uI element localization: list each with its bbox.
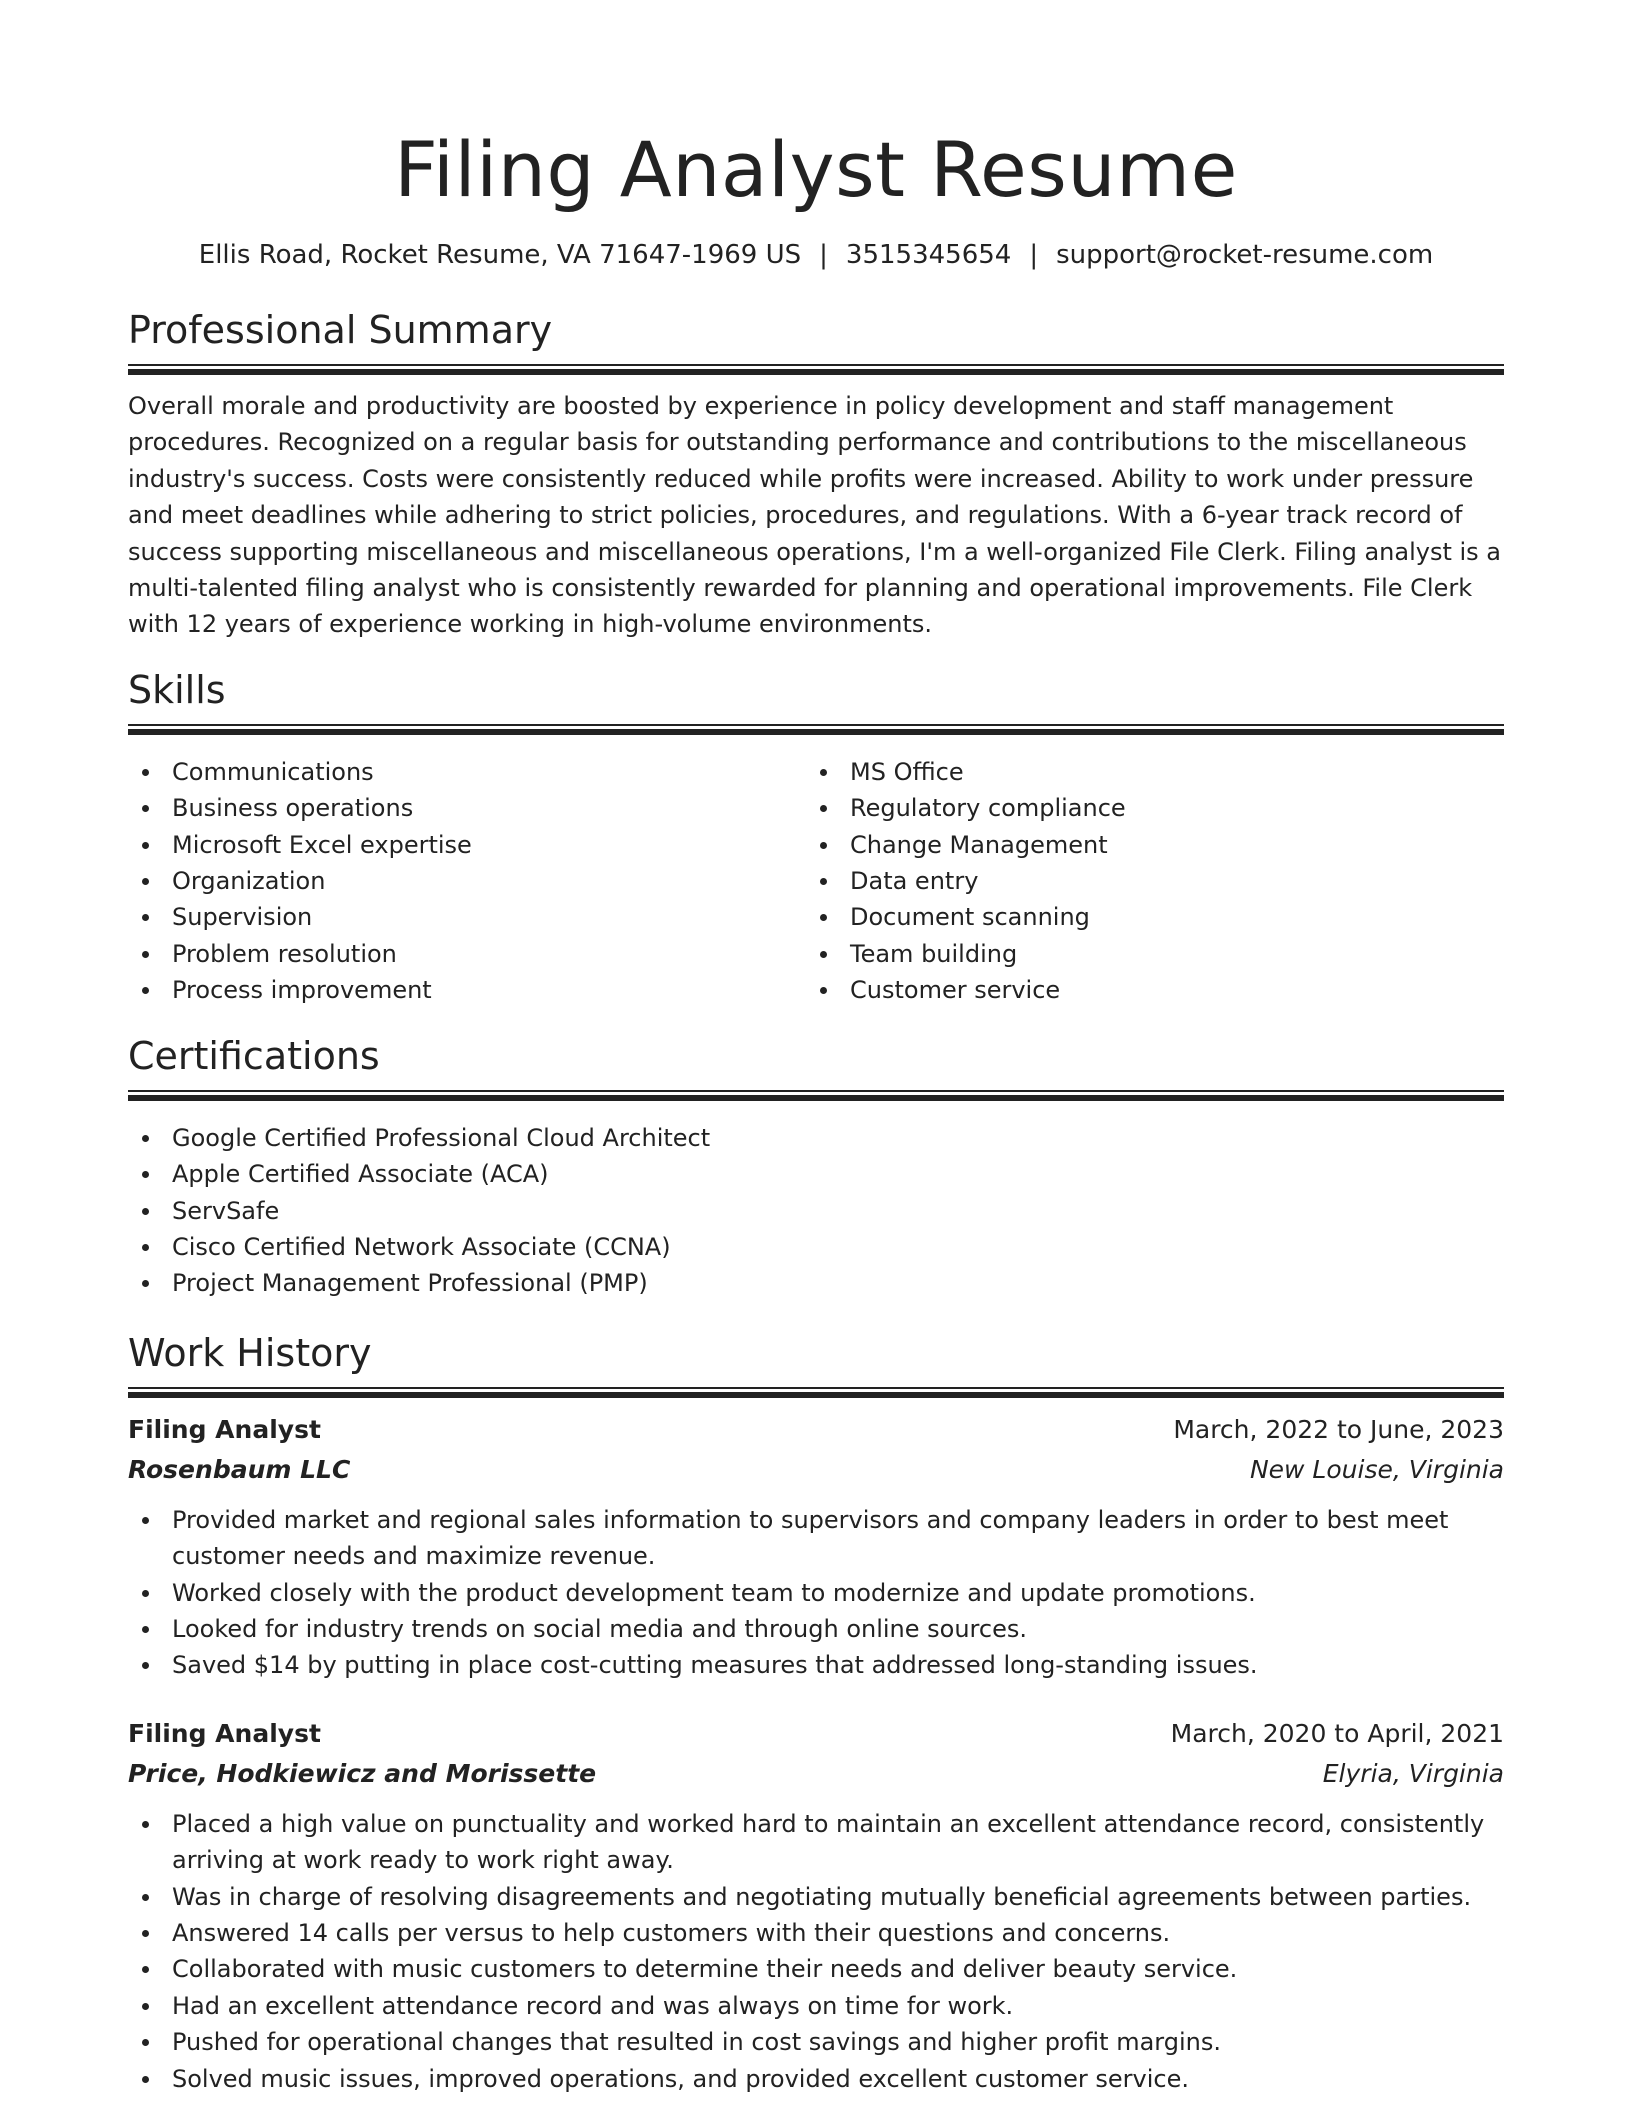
section-heading-work-history: Work History bbox=[128, 1330, 372, 1375]
skill-item: Change Management bbox=[806, 827, 1484, 863]
section-heading-certifications: Certifications bbox=[128, 1033, 380, 1078]
job-bullet: Was in charge of resolving disagreements and negotiating mutually beneficial agreements between parties. bbox=[128, 1879, 1504, 1915]
skill-item: Microsoft Excel expertise bbox=[128, 827, 806, 863]
job-dates: March, 2020 to April, 2021 bbox=[1170, 1718, 1504, 1748]
contact-address: Ellis Road, Rocket Resume, VA 71647-1969 US bbox=[198, 240, 802, 270]
job-header-row bbox=[128, 1714, 1504, 1754]
skill-item: Problem resolution bbox=[128, 936, 806, 972]
section-divider bbox=[128, 364, 1504, 375]
job-header-row bbox=[128, 1410, 1504, 1450]
summary-section bbox=[128, 306, 1504, 643]
summary-text: Overall morale and productivity are boosted by experience in policy development and staff management procedures. Recognized on a regular basis for outstanding performance and contributions to the miscellaneous industry's success. Costs were consistently reduced while profits were increased. Ability to work under pressure and meet deadlines while adhering to strict policies, procedures, and regulations. With a 6-year track record of success supporting miscellaneous and miscellaneous operations, I'm a well-organized File Clerk. Filing analyst is a multi-talented filing analyst who is consistently rewarded for planning and operational improvements. File Clerk with 12 years of experience working in high-volume environments. bbox=[128, 392, 1502, 639]
section-heading-summary: Professional Summary bbox=[128, 308, 553, 352]
contact-phone: 3515345654 bbox=[845, 240, 1012, 270]
contact-separator: | bbox=[1029, 240, 1039, 270]
job-bullets bbox=[128, 1502, 1504, 1684]
resume-title: Filing Analyst Resume bbox=[394, 125, 1238, 214]
certification-item: Project Management Professional (PMP) bbox=[128, 1265, 1504, 1301]
job-dates: March, 2022 to June, 2023 bbox=[1173, 1414, 1504, 1444]
section-divider bbox=[128, 724, 1504, 735]
skill-item: Data entry bbox=[806, 863, 1484, 899]
job-company-row bbox=[128, 1754, 1504, 1794]
skills-section bbox=[128, 666, 1504, 1009]
job-bullet: Provided market and regional sales information to supervisors and company leaders in order to best meet customer needs and maximize revenue. bbox=[128, 1502, 1504, 1575]
job-bullet: Answered 14 calls per versus to help customers with their questions and concerns. bbox=[128, 1915, 1504, 1951]
job-bullet: Collaborated with music customers to determine their needs and deliver beauty service. bbox=[128, 1951, 1504, 1987]
certification-item: Apple Certified Associate (ACA) bbox=[128, 1156, 1504, 1192]
job-title: Filing Analyst bbox=[128, 1718, 321, 1748]
contact-email: support@rocket-resume.com bbox=[1056, 240, 1434, 270]
job-company: Price, Hodkiewicz and Morissette bbox=[128, 1758, 597, 1788]
certification-item: ServSafe bbox=[128, 1193, 1504, 1229]
job-bullet: Placed a high value on punctuality and worked hard to maintain an excellent attendance record, consistently arriving at work ready to work right away. bbox=[128, 1806, 1504, 1879]
section-divider bbox=[128, 1090, 1504, 1101]
skill-item: Communications bbox=[128, 754, 806, 790]
skills-columns bbox=[128, 754, 1504, 1009]
section-divider bbox=[128, 1387, 1504, 1398]
job-bullets bbox=[128, 1806, 1504, 2097]
skill-item: Team building bbox=[806, 936, 1484, 972]
job-title: Filing Analyst bbox=[128, 1414, 321, 1444]
job-entry bbox=[128, 1714, 1504, 2097]
job-bullet: Looked for industry trends on social media and through online sources. bbox=[128, 1611, 1504, 1647]
skill-item: Business operations bbox=[128, 790, 806, 826]
skill-item: Process improvement bbox=[128, 972, 806, 1008]
job-company-row bbox=[128, 1450, 1504, 1490]
skill-item: Organization bbox=[128, 863, 806, 899]
job-bullet: Had an excellent attendance record and was always on time for work. bbox=[128, 1988, 1504, 2024]
skills-list-right bbox=[806, 754, 1484, 1009]
contact-line bbox=[128, 238, 1504, 272]
job-bullet: Solved music issues, improved operations, and provided excellent customer service. bbox=[128, 2061, 1504, 2097]
skills-list-left bbox=[128, 754, 806, 1009]
certifications-list bbox=[128, 1120, 1504, 1302]
job-location: New Louise, Virginia bbox=[1249, 1454, 1504, 1484]
skill-item: Document scanning bbox=[806, 899, 1484, 935]
job-bullet: Pushed for operational changes that resulted in cost savings and higher profit margins. bbox=[128, 2024, 1504, 2060]
job-bullet: Saved $14 by putting in place cost-cutting measures that addressed long-standing issues. bbox=[128, 1647, 1504, 1683]
certifications-section bbox=[128, 1032, 1504, 1302]
skill-item: Supervision bbox=[128, 899, 806, 935]
work-history-section bbox=[128, 1329, 1504, 2097]
certification-item: Cisco Certified Network Associate (CCNA) bbox=[128, 1229, 1504, 1265]
job-entry bbox=[128, 1410, 1504, 1684]
skill-item: Regulatory compliance bbox=[806, 790, 1484, 826]
job-location: Elyria, Virginia bbox=[1322, 1758, 1504, 1788]
skill-item: Customer service bbox=[806, 972, 1484, 1008]
section-heading-skills: Skills bbox=[128, 667, 226, 712]
certification-item: Google Certified Professional Cloud Architect bbox=[128, 1120, 1504, 1156]
job-bullet: Worked closely with the product development team to modernize and update promotions. bbox=[128, 1575, 1504, 1611]
job-company: Rosenbaum LLC bbox=[128, 1454, 351, 1484]
contact-separator: | bbox=[819, 240, 828, 270]
skill-item: MS Office bbox=[806, 754, 1484, 790]
